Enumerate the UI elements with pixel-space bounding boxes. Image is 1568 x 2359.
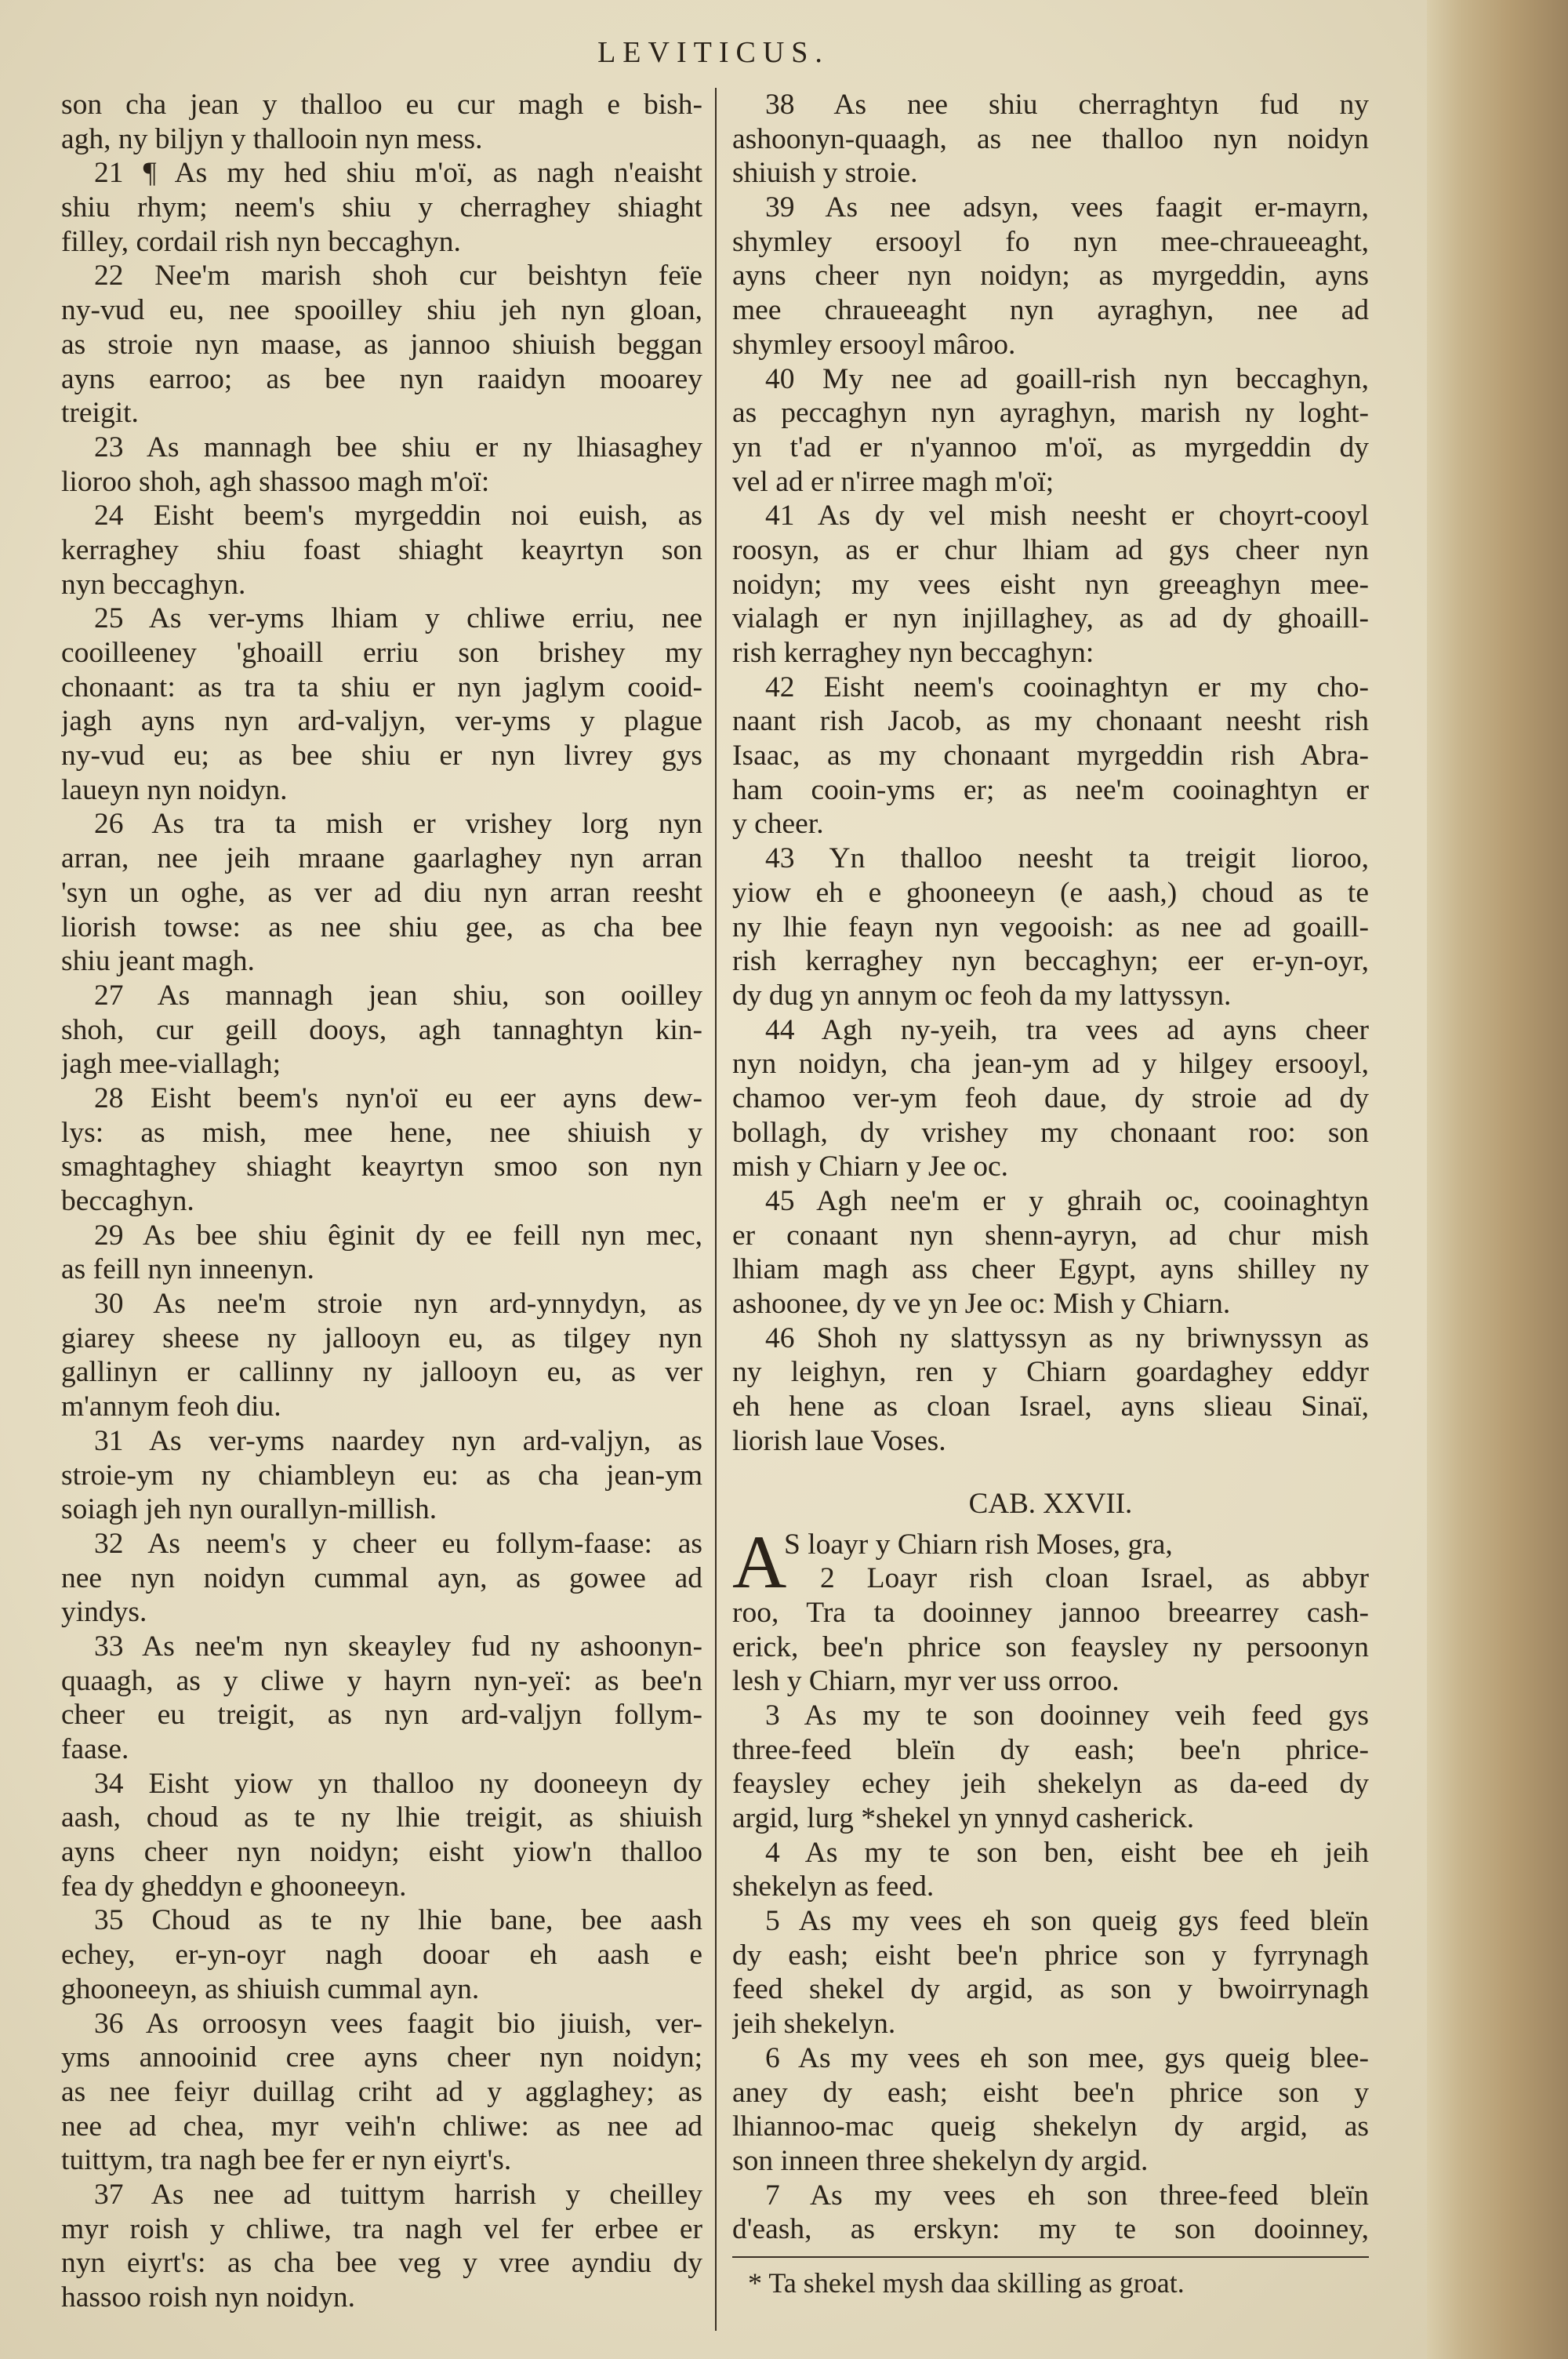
text-line: 42 Eisht neem's cooinaghtyn er my cho- — [765, 671, 1369, 703]
text-line: ayns cheer nyn noidyn; as myrgeddin, ayns — [732, 260, 1369, 293]
text-line: rish kerraghey nyn beccaghyn: — [732, 637, 1094, 669]
text-line: naant rish Jacob, as my chonaant neesht rish — [732, 705, 1369, 738]
text-line: three-feed bleïn dy eash; bee'n phrice- — [732, 1733, 1369, 1766]
text-line: son inneen three shekelyn dy argid. — [732, 2144, 1149, 2177]
text-line: 43 Yn thalloo neesht ta treigit lioroo, — [765, 842, 1369, 875]
text-line: 40 My nee ad goaill-rish nyn beccaghyn, — [765, 362, 1369, 395]
text-line: son cha jean y thalloo eu cur magh e bish- — [61, 89, 702, 121]
text-line: 36 As orroosyn vees faagit bio jiuish, ver- — [94, 2007, 702, 2040]
text-line: vel ad er n'irree magh m'oï; — [732, 465, 1054, 498]
text-line: yn t'ad er n'yannoo m'oï, as myrgeddin dy — [732, 431, 1369, 463]
text-line: 'syn un oghe, as ver ad diu nyn arran reesht — [61, 876, 702, 909]
text-line: aney dy eash; eisht bee'n phrice son y — [732, 2076, 1369, 2109]
text-line: shekelyn as feed. — [732, 1870, 935, 1903]
text-line: beccaghyn. — [61, 1185, 194, 1217]
text-line: ayns earroo; as bee nyn raaidyn mooarey — [61, 362, 702, 395]
text-line: vialagh er nyn injillaghey, as ad dy ghoaill- — [732, 602, 1369, 635]
text-line: rish kerraghey nyn beccaghyn; eer er-yn-oyr, — [732, 945, 1369, 978]
text-line: argid, lurg *shekel yn ynnyd casherick. — [732, 1802, 1195, 1834]
text-line: treigit. — [61, 397, 139, 430]
text-line: kerraghey shiu foast shiaght keayrtyn son — [61, 533, 702, 566]
text-line: 45 Agh nee'm er y ghraih oc, cooinaghtyn — [765, 1185, 1369, 1217]
text-line: S loayr y Chiarn rish Moses, gra, — [784, 1528, 1173, 1561]
text-line: er conaant nyn shenn-ayryn, ad chur mish — [732, 1219, 1369, 1252]
text-line: jagh ayns nyn ard-valjyn, ver-yms y plague — [61, 705, 702, 738]
text-line: filley, cordail rish nyn beccaghyn. — [61, 225, 461, 258]
text-line: d'eash, as erskyn: my te son dooinney, — [732, 2213, 1369, 2246]
text-line: ny leighyn, ren y Chiarn goardaghey eddyr — [732, 1356, 1369, 1389]
text-line: feaysley echey jeih shekelyn as da-eed dy — [732, 1768, 1369, 1801]
text-line: nee nyn noidyn cummal ayn, as gowee ad — [61, 1561, 702, 1594]
text-line: nyn eiyrt's: as cha bee veg y vree ayndiu dy — [61, 2247, 702, 2280]
text-line: ny-vud eu, nee spooilley shiu jeh nyn gloan, — [61, 294, 702, 327]
chapter-27-verses — [732, 1519, 1369, 2247]
text-line: 30 As nee'm stroie nyn ard-ynnydyn, as — [94, 1288, 702, 1321]
text-line: noidyn; my vees eisht nyn greeaghyn mee- — [732, 568, 1369, 601]
text-line: lhiannoo-mac queig shekelyn dy argid, as — [732, 2110, 1369, 2143]
text-line: nee ad chea, myr veih'n chliwe: as nee ad — [61, 2110, 702, 2143]
text-line: 46 Shoh ny slattyssyn as ny briwnyssyn as — [765, 1321, 1369, 1354]
text-line: 2 Loayr rish cloan Israel, as abbyr — [820, 1562, 1369, 1595]
text-line: cooilleeney 'ghoaill erriu son brishey my — [61, 637, 702, 669]
right-column-verses — [732, 88, 1369, 1459]
text-line: 37 As nee ad tuittym harrish y cheilley — [94, 2178, 702, 2211]
text-line: 5 As my vees eh son queig gys feed bleïn — [765, 1905, 1369, 1938]
text-line: shymley ersooyl mâroo. — [732, 328, 1016, 361]
drop-cap: A — [732, 1519, 787, 1604]
text-line: 31 As ver-yms naardey nyn ard-valjyn, as — [94, 1424, 702, 1457]
column-divider — [715, 88, 717, 2331]
text-line: as stroie nyn maase, as jannoo shiuish beggan — [61, 328, 702, 361]
text-line: lhiam magh ass cheer Egypt, ayns shilley ny — [732, 1253, 1369, 1286]
text-line: jagh mee-viallagh; — [61, 1048, 281, 1081]
text-line: shymley ersooyl fo nyn mee-chraueeaght, — [732, 225, 1369, 258]
text-line: eh hene as cloan Israel, ayns slieau Sinaï, — [732, 1390, 1369, 1423]
text-line: dy eash; eisht bee'n phrice son y fyrrynagh — [732, 1939, 1369, 1972]
text-line: quaagh, as y cliwe y hayrn nyn-yeï: as bee'n — [61, 1664, 702, 1697]
text-line: dy dug yn annym oc feoh da my lattyssyn. — [732, 979, 1232, 1012]
text-line: smaghtaghey shiaght keayrtyn smoo son nyn — [61, 1150, 702, 1183]
text-line: y cheer. — [732, 808, 824, 841]
text-line: ny-vud eu; as bee shiu er nyn livrey gys — [61, 740, 702, 772]
right-column — [732, 88, 1369, 2300]
text-line: chamoo ver-ym feoh daue, dy stroie ad dy — [732, 1081, 1369, 1114]
text-line: shiu jeant magh. — [61, 945, 255, 978]
text-line: as feill nyn inneenyn. — [61, 1253, 314, 1286]
text-line: 28 Eisht beem's nyn'oï eu eer ayns dew- — [94, 1081, 702, 1114]
text-line: aash, choud as te ny lhie treigit, as shiuish — [61, 1801, 702, 1834]
text-line: bollagh, dy vrishey my chonaant roo: son — [732, 1116, 1369, 1149]
text-line: 25 As ver-yms lhiam y chliwe erriu, nee — [94, 602, 702, 635]
text-line: 39 As nee adsyn, vees faagit er-mayrn, — [765, 191, 1369, 224]
text-line: giarey sheese ny jallooyn eu, as tilgey nyn — [61, 1321, 702, 1354]
text-line: shiuish y stroie. — [732, 157, 918, 190]
text-line: 32 As neem's y cheer eu follym-faase: as — [94, 1527, 702, 1560]
text-line: nyn beccaghyn. — [61, 568, 246, 601]
text-line: lys: as mish, mee hene, nee shiuish y — [61, 1116, 702, 1149]
text-line: 21 ¶ As my hed shiu m'oï, as nagh n'eaisht — [94, 157, 702, 190]
text-line: hassoo roish nyn noidyn. — [61, 2281, 355, 2314]
text-line: 41 As dy vel mish neesht er choyrt-cooyl — [765, 500, 1369, 533]
text-line: tuittym, tra nagh bee fer er nyn eiyrt's. — [61, 2144, 512, 2177]
text-line: 22 Nee'm marish shoh cur beishtyn feïe — [94, 260, 702, 293]
chapter-heading: CAB. XXVII. — [968, 1487, 1133, 1520]
text-line: m'annym feoh diu. — [61, 1390, 281, 1423]
text-line: 35 Choud as te ny lhie bane, bee aash — [94, 1904, 702, 1937]
text-line: 29 As bee shiu êginit dy ee feill nyn mec, — [94, 1219, 702, 1252]
footnote: * Ta shekel mysh daa skilling as groat. — [748, 2266, 1185, 2299]
text-line: as peccaghyn nyn ayraghyn, marish ny loght- — [732, 397, 1369, 430]
text-line: erick, bee'n phrice son feaysley ny persoonyn — [732, 1630, 1369, 1663]
text-line: cheer eu treigit, as nyn ard-valjyn follym- — [61, 1699, 702, 1732]
text-line: ashoonee, dy ve yn Jee oc: Mish y Chiarn. — [732, 1288, 1231, 1321]
text-line: nyn noidyn, cha jean-ym ad y hilgey ersooyl, — [732, 1048, 1369, 1081]
text-line: faase. — [61, 1733, 129, 1765]
text-line: 24 Eisht beem's myrgeddin noi euish, as — [94, 500, 702, 533]
text-line: echey, er-yn-oyr nagh dooar eh aash e — [61, 1939, 702, 1972]
text-line: 26 As tra ta mish er vrishey lorg nyn — [94, 808, 702, 841]
text-line: mish y Chiarn y Jee oc. — [732, 1150, 1009, 1183]
text-line: 3 As my te son dooinney veih feed gys — [765, 1699, 1369, 1732]
text-line: yms annooinid cree ayns cheer nyn noidyn; — [61, 2041, 702, 2074]
text-line: 33 As nee'm nyn skeayley fud ny ashoonyn- — [94, 1630, 702, 1663]
text-line: ham cooin-yms er; as nee'm cooinaghtyn er — [732, 773, 1369, 806]
facing-page-edge — [1427, 0, 1568, 2359]
text-line: ghooneeyn, as shiuish cummal ayn. — [61, 1972, 480, 2005]
text-line: fea dy gheddyn e ghooneeyn. — [61, 1870, 407, 1903]
text-line: shoh, cur geill dooys, agh tannaghtyn kin- — [61, 1013, 702, 1046]
text-line: 23 As mannagh bee shiu er ny lhiasaghey — [94, 431, 702, 463]
text-line: feed shekel dy argid, as son y bwoirrynagh — [732, 1973, 1369, 2006]
text-line: ashoonyn-quaagh, as nee thalloo nyn noidyn — [732, 122, 1369, 155]
text-line: laueyn nyn noidyn. — [61, 773, 288, 806]
text-line: liorish towse: as nee shiu gee, as cha bee — [61, 911, 702, 943]
text-line: 44 Agh ny-yeih, tra vees ad ayns cheer — [765, 1013, 1369, 1046]
text-line: 34 Eisht yiow yn thalloo ny dooneeyn dy — [94, 1767, 702, 1800]
text-line: 6 As my vees eh son mee, gys queig blee- — [765, 2041, 1369, 2074]
text-line: agh, ny biljyn y thallooin nyn mess. — [61, 122, 483, 155]
text-line: roosyn, as er chur lhiam ad gys cheer nyn — [732, 533, 1369, 566]
text-line: 4 As my te son ben, eisht bee eh jeih — [765, 1836, 1369, 1869]
text-line: jeih shekelyn. — [732, 2008, 896, 2041]
text-line: as nee feiyr duillag criht ad y agglaghey; as — [61, 2075, 702, 2108]
text-line: liorish laue Voses. — [732, 1424, 946, 1457]
text-line: myr roish y chliwe, tra nagh vel fer erbee er — [61, 2212, 702, 2245]
text-line: Isaac, as my chonaant myrgeddin rish Abra- — [732, 740, 1369, 772]
text-line: 7 As my vees eh son three-feed bleïn — [765, 2179, 1369, 2212]
text-line: roo, Tra ta dooinney jannoo breearrey cash- — [732, 1596, 1369, 1629]
text-line: mee chraueeaght nyn ayraghyn, nee ad — [732, 294, 1369, 327]
text-line: shiu rhym; neem's shiu y cherraghey shiaght — [61, 191, 702, 224]
text-line: 27 As mannagh jean shiu, son ooilley — [94, 979, 702, 1012]
text-line: chonaant: as tra ta shiu er nyn jaglym cooid- — [61, 671, 702, 703]
text-line: stroie-ym ny chiambleyn eu: as cha jean-ym — [61, 1459, 702, 1492]
text-line: lioroo shoh, agh shassoo magh m'oï: — [61, 465, 490, 498]
text-line: yiow eh e ghooneeyn (e aash,) choud as te — [732, 876, 1369, 909]
text-line: arran, nee jeih mraane gaarlaghey nyn arran — [61, 842, 702, 875]
footnote-rule — [732, 2256, 1369, 2258]
text-line: lesh y Chiarn, myr ver uss orroo. — [732, 1665, 1120, 1698]
running-head: LEVITICUS. — [597, 36, 829, 69]
left-column — [61, 88, 702, 2315]
text-line: ny lhie feayn nyn vegooish: as nee ad goaill- — [732, 911, 1369, 943]
text-line: 38 As nee shiu cherraghtyn fud ny — [765, 89, 1369, 121]
text-line: soiagh jeh nyn ourallyn-millish. — [61, 1493, 437, 1526]
text-line: yindys. — [61, 1596, 147, 1629]
text-line: gallinyn er callinny ny jallooyn eu, as ver — [61, 1356, 702, 1389]
text-line: ayns cheer nyn noidyn; eisht yiow'n thalloo — [61, 1836, 702, 1869]
